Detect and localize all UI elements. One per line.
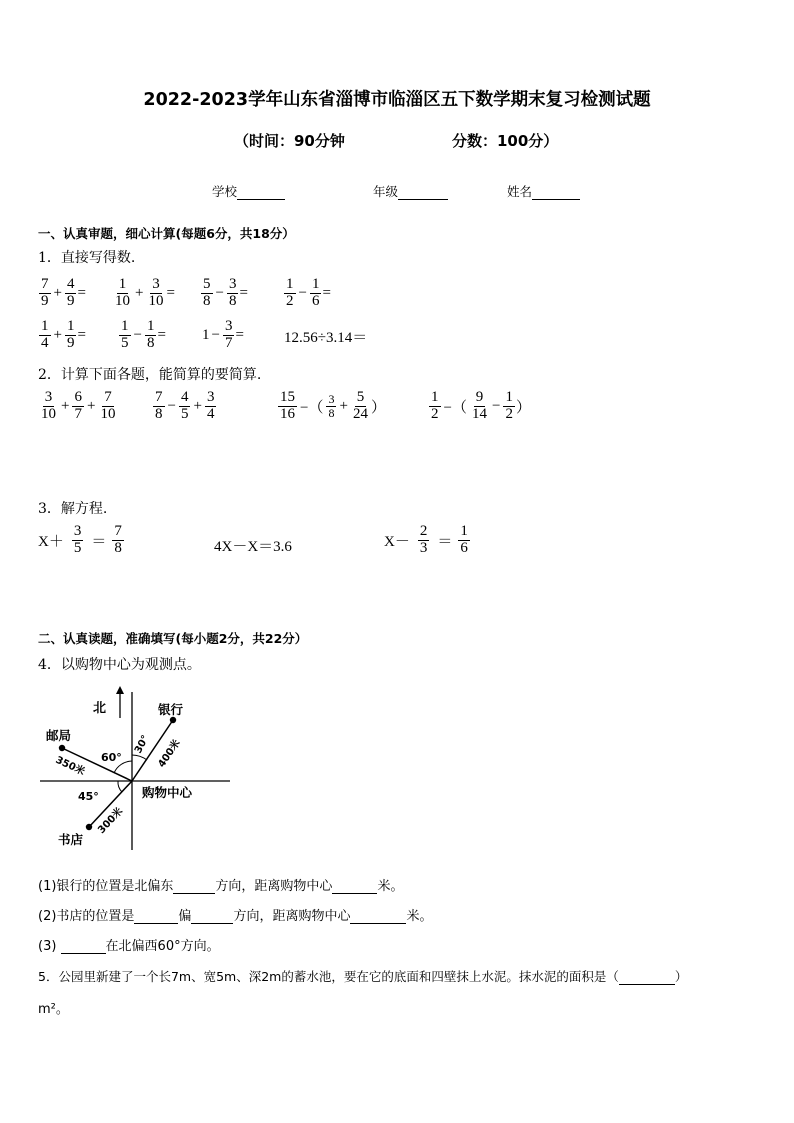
fraction: $\frac{3}{10}$ (41, 389, 56, 422)
bank-distance: 400米 (156, 737, 183, 770)
answer-blank[interactable] (134, 909, 178, 924)
q2-expr-3: $\frac{15}{16}$ −（ $\frac{3}{8}$ + $\frac{5}{24}$ ） (280, 389, 386, 422)
fraction: $\frac{7}{10}$ (100, 389, 116, 422)
post-label: 邮局 (46, 728, 72, 743)
q1-title: 1．直接写得数. (38, 250, 136, 266)
name-label: 姓名 (507, 184, 533, 199)
q5-text: 5．公园里新建了一个长7m、宽5m、深2m的蓄水池，要在它的底面和四壁抹上水泥。抹水泥的面积是（ ） (38, 969, 688, 984)
q1-expr-4: $\frac{1}{2}$ − $\frac{1}{6}$ = (286, 276, 331, 309)
fraction: $\frac{7}{8}$ (114, 523, 122, 556)
q3-expr-2: 4X－X＝3.6 (214, 539, 292, 555)
fraction: $\frac{3}{5}$ (73, 523, 82, 556)
fraction: $\frac{3}{8}$ (228, 276, 237, 309)
q4-sub-2: (2)书店的位置是 偏 方向，距离购物中心 米。 (38, 909, 433, 924)
fraction: $\frac{7}{9}$ (41, 276, 49, 309)
fraction: $\frac{4}{9}$ (66, 276, 75, 309)
q2-expr-4: $\frac{1}{2}$ −（ $\frac{9}{14}$ − $\frac{1}{2}$ ） (431, 389, 531, 422)
fraction: $\frac{1}{2}$ (505, 389, 513, 422)
angle-60-label: 60° (101, 751, 122, 764)
bank-point (170, 717, 176, 723)
answer-blank[interactable] (619, 970, 675, 985)
q3-expr-3: X－ $\frac{2}{3}$ ＝ $\frac{1}{6}$ (384, 523, 468, 556)
north-label: 北 (93, 701, 107, 716)
fraction: $\frac{1}{5}$ (121, 318, 129, 351)
store-point (86, 824, 92, 830)
answer-blank[interactable] (191, 909, 233, 924)
fraction: $\frac{1}{2}$ (286, 276, 294, 309)
school-label: 学校 (212, 184, 238, 199)
answer-blank[interactable] (350, 909, 406, 924)
fraction: $\frac{7}{8}$ (155, 389, 163, 422)
fraction: $\frac{1}{6}$ (311, 276, 320, 309)
fraction: $\frac{5}{8}$ (203, 276, 211, 309)
post-distance: 350米 (53, 754, 87, 778)
post-point (59, 745, 65, 751)
fraction: $\frac{4}{5}$ (180, 389, 189, 422)
center-label: 购物中心 (142, 785, 193, 800)
fraction: $\frac{1}{8}$ (146, 318, 155, 351)
name-blank[interactable] (532, 185, 580, 200)
fraction: $\frac{15}{16}$ (280, 389, 295, 422)
fraction: $\frac{3}{10}$ (148, 276, 164, 309)
q1-expr-2: $\frac{1}{10}$ + $\frac{3}{10}$ = (115, 276, 175, 309)
fraction: $\frac{2}{3}$ (419, 523, 428, 556)
q2-title: 2．计算下面各题，能简算的要简算. (38, 367, 262, 383)
fraction: $\frac{1}{2}$ (431, 389, 439, 422)
q3-expr-1: X＋ $\frac{3}{5}$ ＝ $\frac{7}{8}$ (38, 523, 122, 556)
section-1-heading: 一、认真审题，细心计算(每题6分，共18分） (38, 226, 295, 241)
page-title: 2022-2023学年山东省淄博市临淄区五下数学期末复习检测试题 (143, 90, 651, 110)
q1-expr-5: $\frac{1}{4}$ + $\frac{1}{9}$ = (41, 318, 86, 351)
exam-score: 分数：100分） (452, 132, 559, 150)
answer-blank[interactable] (61, 939, 106, 954)
section-2-heading: 二、认真读题，准确填写(每小题2分，共22分） (38, 631, 308, 646)
angle-arc-45 (118, 781, 122, 792)
fraction: $\frac{3}{7}$ (224, 318, 233, 351)
direction-diagram (30, 684, 240, 850)
q1-expr-8: 12.56÷3.14＝ (284, 330, 368, 346)
q2-expr-2: $\frac{7}{8}$ − $\frac{4}{5}$ + $\frac{3}{4}$ (155, 389, 215, 422)
name-field (507, 182, 580, 200)
store-label: 书店 (58, 832, 84, 847)
fraction: $\frac{3}{4}$ (206, 389, 215, 422)
angle-arc-30 (132, 755, 147, 760)
grade-field (373, 182, 448, 200)
fraction: $\frac{6}{7}$ (74, 389, 82, 422)
exam-time: （时间：90分钟 (234, 132, 345, 150)
fraction: $\frac{1}{10}$ (115, 276, 130, 309)
answer-blank[interactable] (332, 879, 377, 894)
q1-expr-1: $\frac{7}{9}$ + $\frac{4}{9}$ = (41, 276, 86, 309)
fraction: $\frac{5}{24}$ (352, 389, 368, 422)
angle-30-label: 30° (132, 733, 152, 756)
school-field (212, 182, 285, 200)
grade-blank[interactable] (398, 185, 448, 200)
q1-expr-6: $\frac{1}{5}$ − $\frac{1}{8}$ = (121, 318, 166, 351)
fraction: $\frac{1}{9}$ (66, 318, 75, 351)
north-arrow-head (116, 686, 124, 694)
store-distance: 300米 (96, 805, 126, 837)
fraction: $\frac{9}{14}$ (471, 389, 487, 422)
fraction: $\frac{1}{4}$ (41, 318, 49, 351)
school-blank[interactable] (237, 185, 285, 200)
bank-label: 银行 (158, 702, 184, 717)
grade-label: 年级 (373, 184, 399, 199)
q2-expr-1: $\frac{3}{10}$ + $\frac{6}{7}$ + $\frac{7}{10}$ (41, 389, 116, 422)
q1-expr-3: $\frac{5}{8}$ − $\frac{3}{8}$ = (203, 276, 248, 309)
fraction: $\frac{3}{8}$ (328, 392, 335, 420)
q5-unit: m²。 (38, 1002, 69, 1017)
angle-45-label: 45° (78, 790, 99, 803)
q1-expr-7: 1 − $\frac{3}{7}$ = (202, 318, 244, 351)
q4-sub-3: (3) 在北偏西60°方向。 (38, 939, 220, 954)
q4-title: 4．以购物中心为观测点。 (38, 657, 201, 673)
fraction: $\frac{1}{6}$ (460, 523, 468, 556)
q4-sub-1: (1)银行的位置是北偏东 方向，距离购物中心 米。 (38, 879, 404, 894)
answer-blank[interactable] (173, 879, 215, 894)
q3-title: 3．解方程. (38, 501, 108, 517)
